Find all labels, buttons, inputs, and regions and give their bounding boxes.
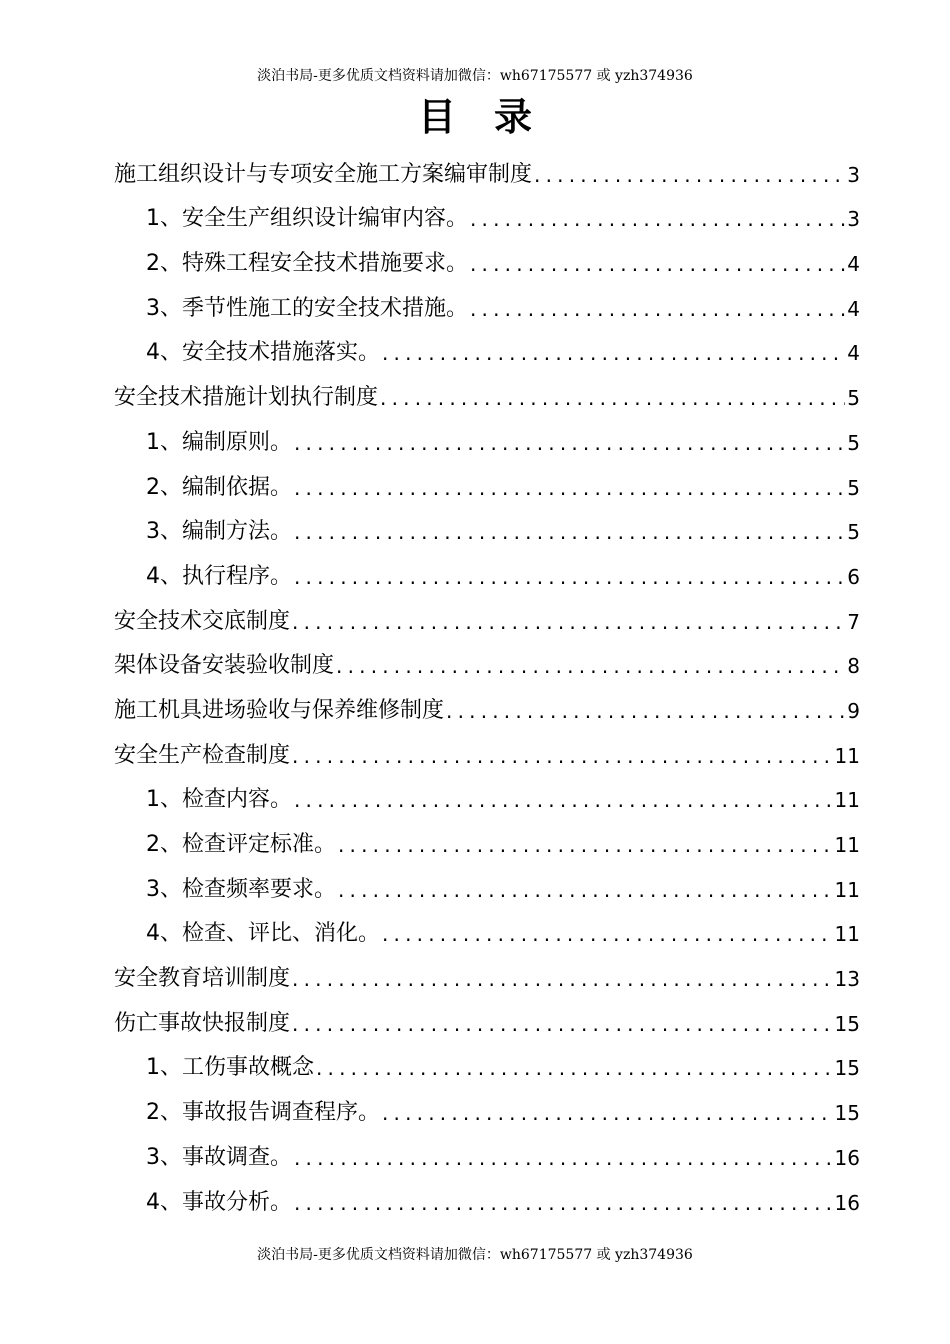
toc-dot-leader xyxy=(294,786,833,814)
toc-entry-label: 1、检查内容。 xyxy=(146,787,292,813)
toc-page-number: 3 xyxy=(847,207,860,232)
toc-dot-leader xyxy=(470,295,845,323)
toc-page-number: 6 xyxy=(847,564,860,589)
toc-subentry[interactable] xyxy=(114,189,860,234)
toc-page-number: 11 xyxy=(834,788,860,813)
toc-subentry[interactable] xyxy=(114,1082,860,1127)
toc-page-number: 16 xyxy=(834,1145,860,1170)
toc-entry-label: 3、季节性施工的安全技术措施。 xyxy=(146,295,468,321)
toc-subentry[interactable] xyxy=(114,814,860,859)
toc-dot-leader xyxy=(292,742,833,770)
toc-page-number: 11 xyxy=(834,833,860,857)
toc-entry-label: 安全技术交底制度 xyxy=(114,608,291,634)
toc-page-number: 4 xyxy=(847,296,860,321)
toc-page-number: 5 xyxy=(847,475,860,500)
toc-subentry[interactable] xyxy=(114,904,860,949)
toc-entry-label: 3、事故调查。 xyxy=(146,1144,292,1170)
toc-dot-leader xyxy=(292,608,845,636)
toc-entry[interactable] xyxy=(114,993,860,1038)
toc-entry-label: 安全技术措施计划执行制度 xyxy=(114,385,379,411)
toc-page-number: 4 xyxy=(847,252,860,277)
toc-entry-label: 1、编制原则。 xyxy=(146,429,292,455)
toc-entry-label: 安全生产检查制度 xyxy=(114,742,291,768)
toc-dot-leader xyxy=(294,429,845,457)
page-header: 淡泊书局-更多优质文档资料请加微信：wh67175577 或 yzh374936 xyxy=(257,68,693,84)
toc-entry[interactable] xyxy=(114,948,860,993)
toc-page-number: 11 xyxy=(834,922,860,947)
toc-dot-leader xyxy=(382,920,833,948)
toc-page-number: 5 xyxy=(847,386,860,411)
toc-page-number: 9 xyxy=(847,698,860,723)
toc-dot-leader xyxy=(382,1099,833,1127)
toc-subentry[interactable] xyxy=(114,859,860,904)
toc-entry-label: 1、工伤事故概念 xyxy=(146,1055,314,1081)
toc-entry-label: 4、执行程序。 xyxy=(146,563,292,589)
toc-dot-leader xyxy=(294,563,845,591)
toc-page-number: 15 xyxy=(834,1011,860,1036)
toc-dot-leader xyxy=(338,831,833,859)
toc-entry-label: 架体设备安装验收制度 xyxy=(114,653,335,679)
toc-subentry[interactable] xyxy=(114,412,860,457)
toc-entry-label: 施工组织设计与专项安全施工方案编审制度 xyxy=(114,161,533,187)
toc-entry-label: 4、事故分析。 xyxy=(146,1189,292,1215)
toc-entry-label: 2、编制依据。 xyxy=(146,474,292,500)
toc-entry-label: 3、检查频率要求。 xyxy=(146,876,336,902)
toc-dot-leader xyxy=(380,384,845,412)
toc-page-number: 5 xyxy=(847,520,860,545)
toc-entry[interactable] xyxy=(114,591,860,636)
toc-dot-leader xyxy=(382,339,845,367)
toc-entry[interactable] xyxy=(114,680,860,725)
toc-dot-leader xyxy=(446,697,845,725)
toc-entry[interactable] xyxy=(114,144,860,189)
toc-subentry[interactable] xyxy=(114,278,860,323)
toc-subentry[interactable] xyxy=(114,323,860,368)
toc-entry[interactable] xyxy=(114,367,860,412)
toc-dot-leader xyxy=(316,1054,833,1082)
toc-entry[interactable] xyxy=(114,636,860,681)
toc-subentry[interactable] xyxy=(114,457,860,502)
toc-subentry[interactable] xyxy=(114,233,860,278)
toc-dot-leader xyxy=(470,205,845,233)
toc-entry-label: 4、检查、评比、消化。 xyxy=(146,921,380,947)
toc-entry-label: 2、事故报告调查程序。 xyxy=(146,1100,380,1126)
toc-page-number: 16 xyxy=(834,1190,860,1215)
toc-entry[interactable] xyxy=(114,725,860,770)
toc-subentry[interactable] xyxy=(114,1172,860,1217)
toc-page-number: 15 xyxy=(834,1101,860,1126)
toc-entry-label: 安全教育培训制度 xyxy=(114,966,291,992)
toc-subentry[interactable] xyxy=(114,770,860,815)
toc-page-number: 11 xyxy=(834,743,860,768)
toc-entry-label: 2、检查评定标准。 xyxy=(146,832,336,857)
toc-page-number: 13 xyxy=(834,967,860,992)
table-of-contents xyxy=(114,144,860,1217)
toc-dot-leader xyxy=(336,652,845,680)
toc-page-number: 7 xyxy=(847,609,860,634)
toc-entry-label: 1、安全生产组织设计编审内容。 xyxy=(146,206,468,232)
toc-dot-leader xyxy=(292,1010,833,1038)
toc-subentry[interactable] xyxy=(114,1038,860,1083)
toc-subentry[interactable] xyxy=(114,546,860,591)
toc-entry-label: 伤亡事故快报制度 xyxy=(114,1010,291,1036)
toc-dot-leader xyxy=(292,965,833,993)
toc-page-number: 4 xyxy=(847,341,860,366)
toc-entry-label: 4、安全技术措施落实。 xyxy=(146,340,380,366)
page-title: 目录 xyxy=(417,95,570,139)
toc-entry-label: 施工机具进场验收与保养维修制度 xyxy=(114,697,445,723)
toc-page-number: 3 xyxy=(847,162,860,187)
toc-entry-label: 2、特殊工程安全技术措施要求。 xyxy=(146,251,468,277)
toc-page-number: 15 xyxy=(834,1056,860,1081)
page-footer: 淡泊书局-更多优质文档资料请加微信：wh67175577 或 yzh374936 xyxy=(257,1247,693,1263)
toc-dot-leader xyxy=(294,518,845,546)
toc-dot-leader xyxy=(294,1189,833,1217)
toc-subentry[interactable] xyxy=(114,502,860,547)
toc-dot-leader xyxy=(534,161,845,189)
toc-subentry[interactable] xyxy=(114,1127,860,1172)
toc-entry-label: 3、编制方法。 xyxy=(146,519,292,545)
toc-dot-leader xyxy=(338,876,833,904)
toc-dot-leader xyxy=(294,474,845,502)
toc-page-number: 11 xyxy=(834,877,860,902)
toc-page-number: 5 xyxy=(847,430,860,455)
toc-dot-leader xyxy=(470,250,845,278)
toc-dot-leader xyxy=(294,1144,833,1172)
toc-page-number: 8 xyxy=(847,654,860,679)
